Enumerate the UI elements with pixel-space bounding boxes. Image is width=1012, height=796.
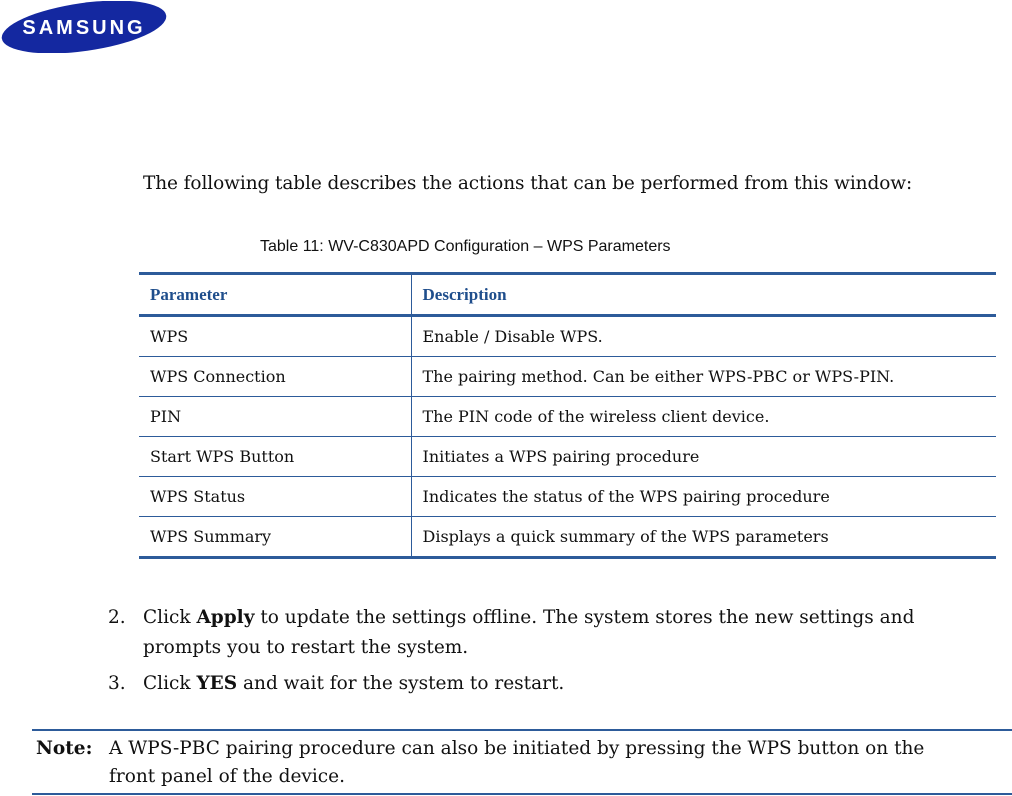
svg-text:SAMSUNG: SAMSUNG [22,17,146,39]
yes-keyword: YES [196,673,238,694]
description-cell: The pairing method. Can be either WPS-PBC or WPS-PIN. [411,357,996,397]
step-text-suffix: to update the settings offline. The system stores the new settings and prompts you to restart the system. [143,607,915,658]
step-number: 2. [108,607,126,628]
samsung-logo [0,1,168,53]
description-cell: Initiates a WPS pairing procedure [411,437,996,477]
table-row [139,316,996,357]
parameter-cell: Start WPS Button [139,437,411,477]
description-cell: Enable / Disable WPS. [411,316,996,357]
step-number: 3. [108,673,126,694]
step-text-prefix: Click [143,607,197,628]
description-cell: Indicates the status of the WPS pairing procedure [411,477,996,517]
step-apply [108,603,973,663]
step-text-prefix: Click [143,673,197,694]
parameter-cell: WPS Summary [139,517,411,558]
intro-paragraph: The following table describes the actions that can be performed from this window: [143,173,913,194]
table-row [139,357,996,397]
note-top-rule [32,729,1012,731]
note-block [36,735,966,791]
procedure-steps [108,603,973,705]
table-caption: Table 11: WV-C830APD Configuration – WPS Parameters [260,238,671,255]
note-text: A WPS-PBC pairing procedure can also be initiated by pressing the WPS button on the front panel of the device. [109,738,925,787]
wps-parameters-table [139,272,996,559]
note-label: Note: [36,738,93,759]
table-row [139,517,996,558]
parameter-cell: WPS [139,316,411,357]
description-cell: The PIN code of the wireless client device. [411,397,996,437]
parameter-cell: PIN [139,397,411,437]
column-header-parameter: Parameter [139,274,411,316]
step-yes [108,669,973,699]
parameter-cell: WPS Status [139,477,411,517]
table-row [139,477,996,517]
parameter-cell: WPS Connection [139,357,411,397]
table-row [139,397,996,437]
apply-keyword: Apply [196,607,255,628]
note-bottom-rule [32,793,1012,795]
column-header-description: Description [411,274,996,316]
step-text-suffix: and wait for the system to restart. [237,673,565,694]
description-cell: Displays a quick summary of the WPS parameters [411,517,996,558]
table-header-row [139,274,996,316]
table-row [139,437,996,477]
